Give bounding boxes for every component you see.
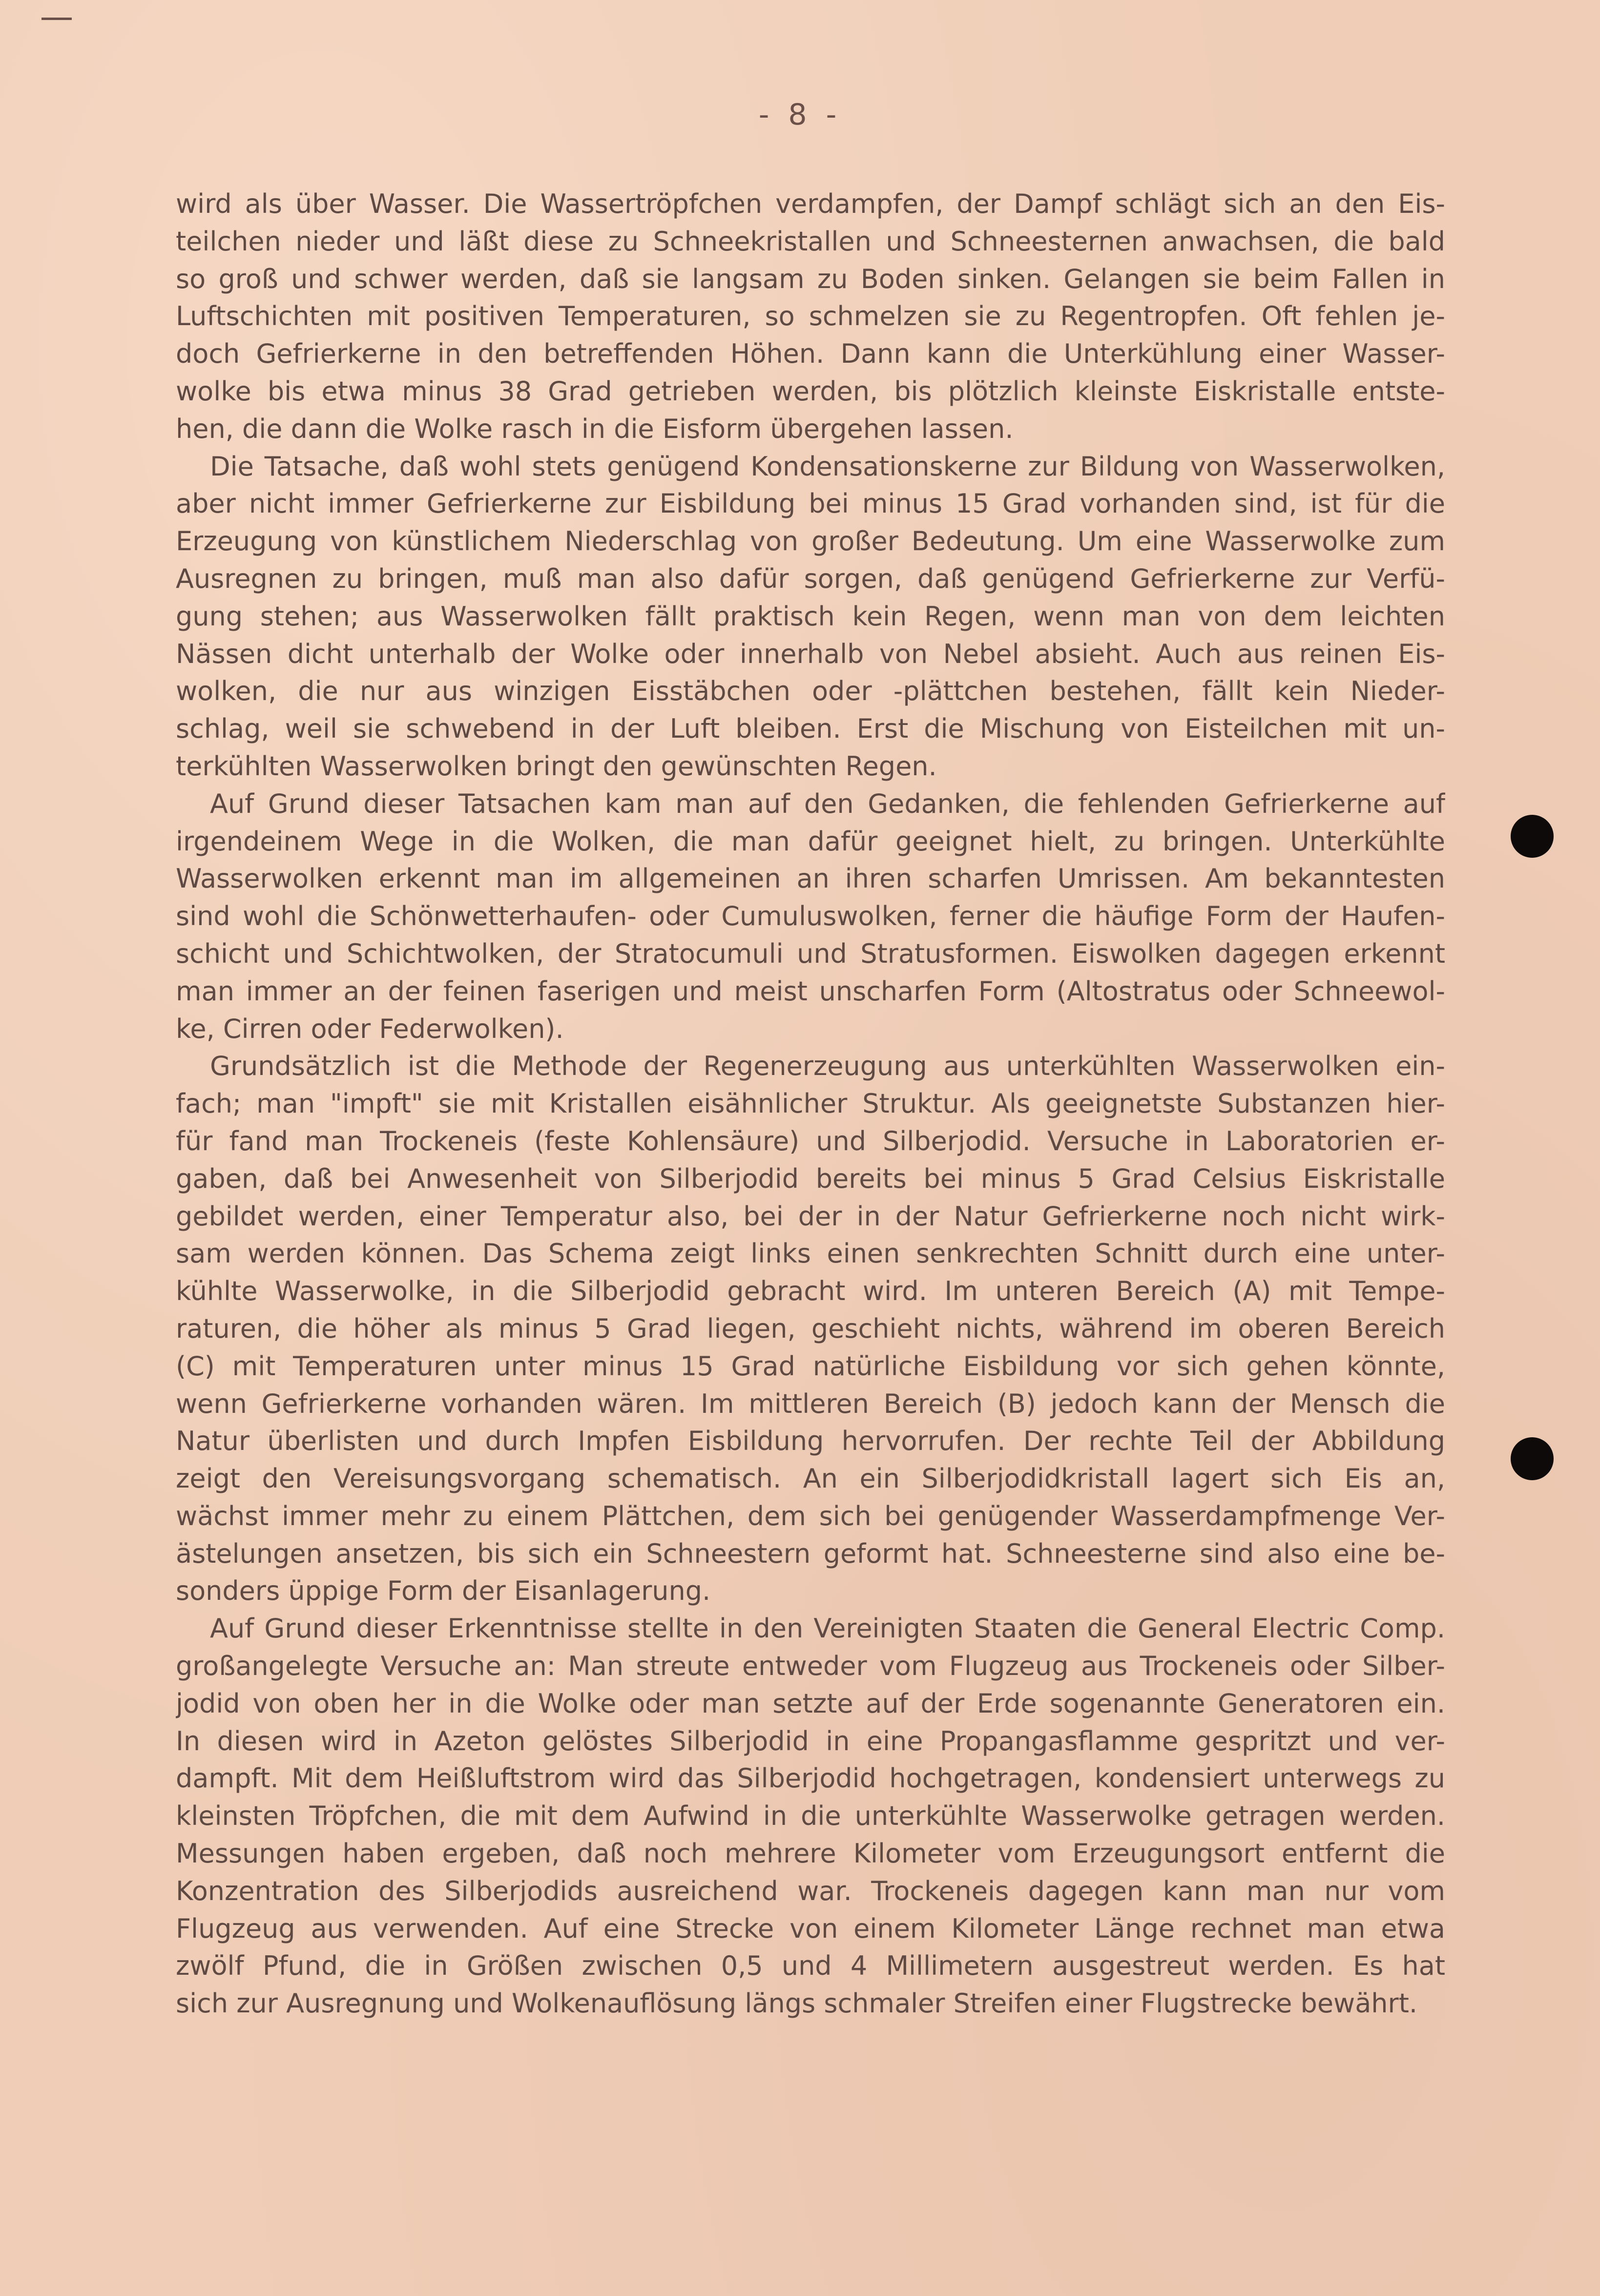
text-line: Auf Grund dieser Tatsachen kam man auf den Gedanken, die fehlenden Gefrierkerne auf [210, 788, 1445, 819]
text-line: ke, Cirren oder Federwolken). [176, 1013, 564, 1044]
text-line: hen, die dann die Wolke rasch in die Eisform übergehen lassen. [176, 413, 1014, 444]
text-line: gebildet werden, einer Temperatur also, bei der in der Natur Gefrierkerne noch nicht wirk- [176, 1200, 1445, 1232]
text-line: sind wohl die Schönwetterhaufen- oder Cumuluswolken, ferner die häufige Form der Haufen- [176, 901, 1445, 932]
text-line: Auf Grund dieser Erkenntnisse stellte in den Vereinigten Staaten die General Electric Comp. [210, 1613, 1445, 1644]
text-line: gaben, daß bei Anwesenheit von Silberjodid bereits bei minus 5 Grad Celsius Eiskristalle [176, 1163, 1445, 1194]
text-line: großangelegte Versuche an: Man streute entweder vom Flugzeug aus Trockeneis oder Silber- [176, 1651, 1445, 1682]
text-line: sonders üppige Form der Eisanlagerung. [176, 1575, 711, 1607]
text-line: zwölf Pfund, die in Größen zwischen 0,5 und 4 Millimetern ausgestreut werden. Es hat [176, 1950, 1445, 1982]
text-line: sam werden können. Das Schema zeigt links einen senkrechten Schnitt durch eine unter- [176, 1238, 1445, 1269]
text-line: wolken, die nur aus winzigen Eisstäbchen oder -plättchen bestehen, fällt kein Nieder- [176, 676, 1445, 707]
text-line: Wasserwolken erkennt man im allgemeinen an ihren scharfen Umrissen. Am bekanntesten [176, 863, 1445, 894]
text-line: sich zur Ausregnung und Wolkenauflösung längs schmaler Streifen einer Flugstrecke bewährt. [176, 1988, 1418, 2019]
text-line: Flugzeug aus verwenden. Auf eine Strecke von einem Kilometer Länge rechnet man etwa [176, 1913, 1445, 1944]
page-number: - 8 - [758, 98, 842, 132]
text-line: man immer an der feinen faserigen und meist unscharfen Form (Altostratus oder Schneewol- [176, 975, 1445, 1007]
body-text [176, 186, 1445, 2023]
text-line: Erzeugung von künstlichem Niederschlag von großer Bedeutung. Um eine Wasserwolke zum [176, 526, 1445, 557]
text-line: teilchen nieder und läßt diese zu Schneekristallen und Schneesternen anwachsen, die bald [176, 226, 1445, 257]
text-line: wird als über Wasser. Die Wassertröpfchen verdampfen, der Dampf schlägt sich an den Eis- [176, 188, 1445, 219]
text-line: wenn Gefrierkerne vorhanden wären. Im mittleren Bereich (B) jedoch kann der Mensch die [176, 1388, 1445, 1419]
text-line: aber nicht immer Gefrierkerne zur Eisbildung bei minus 15 Grad vorhanden sind, ist für die [176, 488, 1445, 519]
text-line: Messungen haben ergeben, daß noch mehrere Kilometer vom Erzeugungsort entfernt die [176, 1838, 1445, 1869]
text-line: In diesen wird in Azeton gelöstes Silberjodid in eine Propangasflamme gespritzt und ver- [176, 1725, 1445, 1757]
text-line: ästelungen ansetzen, bis sich ein Schneestern geformt hat. Schneesterne sind also eine be- [176, 1538, 1445, 1569]
text-line: schlag, weil sie schwebend in der Luft bleiben. Erst die Mischung von Eisteilchen mit un- [176, 713, 1445, 745]
text-line: so groß und schwer werden, daß sie langsam zu Boden sinken. Gelangen sie beim Fallen in [176, 263, 1445, 294]
text-line: doch Gefrierkerne in den betreffenden Höhen. Dann kann die Unterkühlung einer Wasser- [176, 338, 1445, 370]
text-line: Die Tatsache, daß wohl stets genügend Kondensationskerne zur Bildung von Wasserwolken, [210, 451, 1445, 482]
text-line: zeigt den Vereisungsvorgang schematisch. An ein Silberjodidkristall lagert sich Eis an, [176, 1463, 1445, 1494]
text-line: jodid von oben her in die Wolke oder man setzte auf der Erde sogenannte Generatoren ein. [176, 1688, 1445, 1719]
corner-mark [42, 18, 72, 20]
text-line: dampft. Mit dem Heißluftstrom wird das Silberjodid hochgetragen, kondensiert unterwegs zu [176, 1763, 1445, 1794]
text-line: terkühlten Wasserwolken bringt den gewünschten Regen. [176, 750, 937, 782]
punch-hole-icon [1511, 1437, 1554, 1480]
text-line: fach; man "impft" sie mit Kristallen eisähnlicher Struktur. Als geeignetste Substanzen hier- [176, 1088, 1445, 1119]
text-line: für fand man Trockeneis (feste Kohlensäure) und Silberjodid. Versuche in Laboratorien er- [176, 1125, 1445, 1157]
text-line: kleinsten Tröpfchen, die mit dem Aufwind in die unterkühlte Wasserwolke getragen werden. [176, 1800, 1445, 1832]
text-line: (C) mit Temperaturen unter minus 15 Grad natürliche Eisbildung vor sich gehen könnte, [176, 1350, 1445, 1382]
text-line: Grundsätzlich ist die Methode der Regenerzeugung aus unterkühlten Wasserwolken ein- [210, 1051, 1445, 1082]
punch-hole-icon [1511, 815, 1554, 858]
text-line: irgendeinem Wege in die Wolken, die man dafür geeignet hielt, zu bringen. Unterkühlte [176, 826, 1445, 857]
text-line: kühlte Wasserwolke, in die Silberjodid gebracht wird. Im unteren Bereich (A) mit Tempe- [176, 1276, 1445, 1307]
text-line: wolke bis etwa minus 38 Grad getrieben werden, bis plötzlich kleinste Eiskristalle entste- [176, 375, 1445, 407]
text-line: gung stehen; aus Wasserwolken fällt praktisch kein Regen, wenn man von dem leichten [176, 600, 1445, 632]
text-line: wächst immer mehr zu einem Plättchen, dem sich bei genügender Wasserdampfmenge Ver- [176, 1500, 1445, 1531]
text-line: Luftschichten mit positiven Temperaturen, so schmelzen sie zu Regentropfen. Oft fehlen je- [176, 301, 1445, 332]
text-line: Konzentration des Silberjodids ausreichend war. Trockeneis dagegen kann man nur vom [176, 1875, 1445, 1906]
text-line: Natur überlisten und durch Impfen Eisbildung hervorrufen. Der rechte Teil der Abbildung [176, 1426, 1445, 1457]
text-line: raturen, die höher als minus 5 Grad liegen, geschieht nichts, während im oberen Bereich [176, 1313, 1445, 1344]
text-line: Nässen dicht unterhalb der Wolke oder innerhalb von Nebel absieht. Auch aus reinen Eis- [176, 638, 1445, 669]
text-line: schicht und Schichtwolken, der Stratocumuli und Stratusformen. Eiswolken dagegen erkennt [176, 938, 1445, 969]
text-line: Ausregnen zu bringen, muß man also dafür sorgen, daß genügend Gefrierkerne zur Verfü- [176, 563, 1445, 594]
